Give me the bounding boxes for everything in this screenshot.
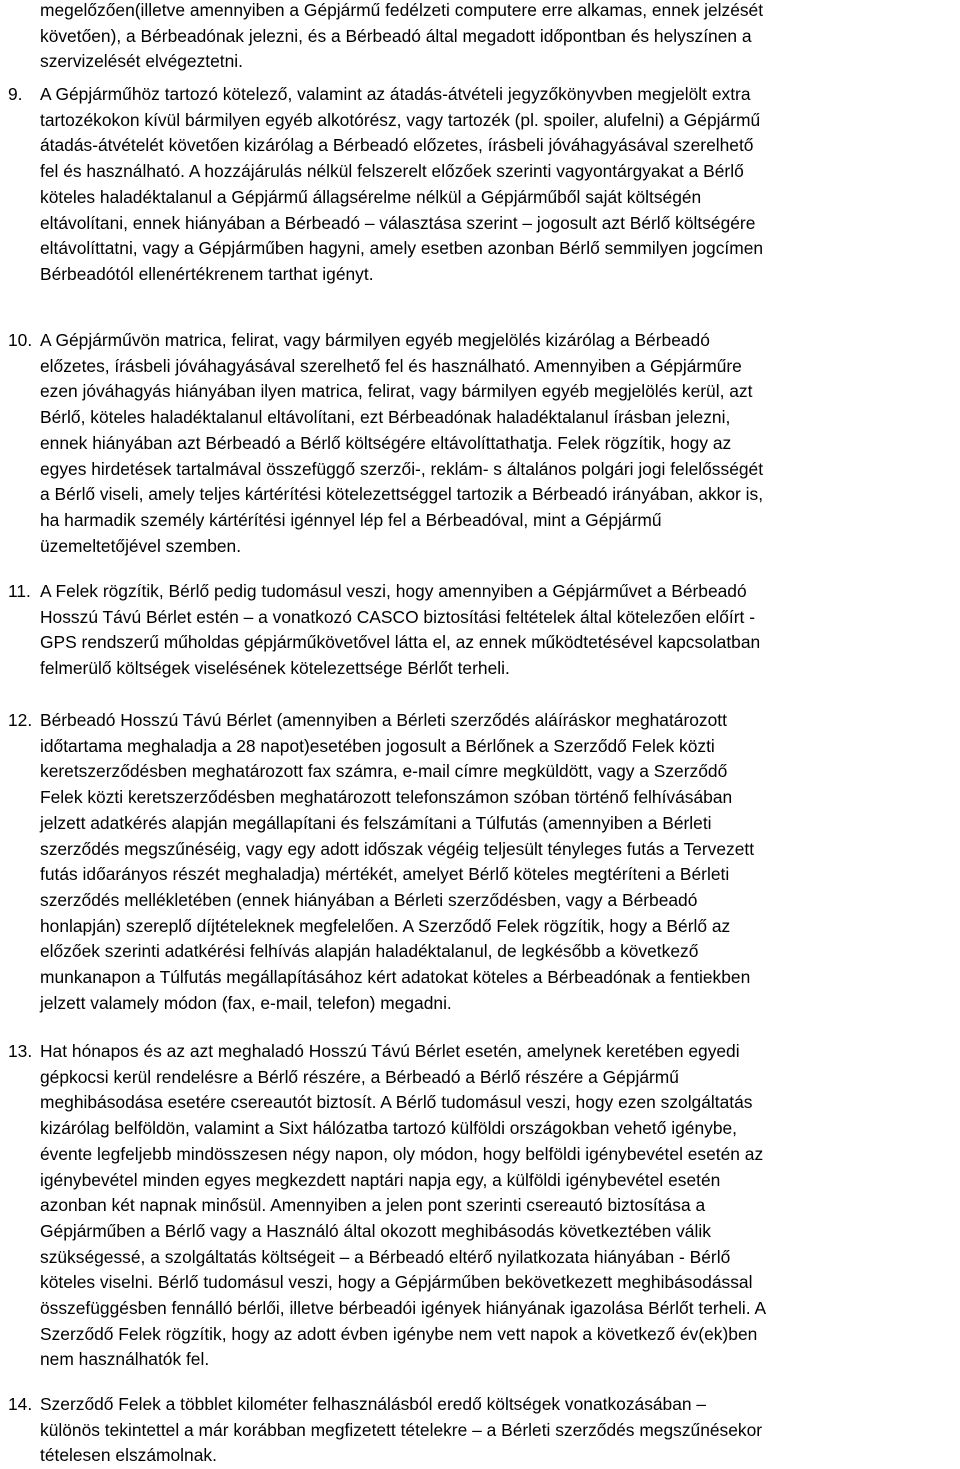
- item-line: igénybevétel minden egyes megkezdett naptári napja egy, a külföldi igénybevétel esetén: [40, 1169, 721, 1190]
- item-text: [40, 1392, 960, 1469]
- item-line: A Gépjárművön matrica, felirat, vagy bármilyen egyéb megjelölés kizárólag a Bérbeadó: [40, 330, 710, 350]
- item-line: Szerződő Felek a többlet kilométer felhasználásból eredő költségek vonatkozásában –: [40, 1394, 707, 1414]
- item-line: ennek hiányában azt Bérbeadó a Bérlő költségére eltávolíttathatja. Felek rögzítik, hogy az: [40, 432, 732, 453]
- item-line: keretszerződésben meghatározott fax számra, e-mail címre megküldött, vagy a Szerződő: [40, 761, 728, 782]
- item-line: jelzett adatkérés alapján megállapítani és felszámítani a Túlfutás (amennyiben a Bérleti: [40, 812, 712, 833]
- item-line: meghibásodása esetére csereautót biztosít. A Bérlő tudomásul veszi, hogy ezen szolgáltatás: [40, 1092, 753, 1113]
- item-line: Szerződő Felek rögzítik, hogy az adott évben igénybe nem vett napok a következő év(ek)ben: [40, 1323, 758, 1344]
- item-line: szerződés megszűnéséig, vagy egy adott időszak végéig teljesült tényleges futás a Tervezett: [40, 838, 755, 859]
- item-line: Bérbeadótól ellenértékrenem tarthat igényt.: [40, 263, 374, 284]
- item-line: nem használhatók fel.: [40, 1349, 210, 1370]
- item-line: időtartama meghaladja a 28 napot)esetében jogosult a Bérlőnek a Szerződő Felek közti: [40, 735, 715, 756]
- item-line: a Bérlő viseli, amely teljes kártérítési kötelezettséggel tartozik a Bérbeadó irányában, akkor is,: [40, 484, 764, 505]
- item-text: [40, 1039, 960, 1373]
- item-line: A Felek rögzítik, Bérlő pedig tudomásul veszi, hogy amennyiben a Gépjárművet a Bérbeadó: [40, 581, 747, 601]
- item-line: egyes hirdetések tartalmával összefüggő szerzői-, reklám- s általános polgári jogi felelősségét: [40, 458, 764, 479]
- intro-line: megelőzően(illetve amennyiben a Gépjármű fedélzeti computere erre alkamas, ennek jelzését: [40, 0, 764, 20]
- item-line: Hosszú Távú Bérlet estén – a vonatkozó CASCO biztosítási feltételek által kötelezően előírt -: [40, 606, 755, 627]
- item-line: eltávolíttatni, vagy a Gépjárműben hagyni, amely esetben azonban Bérlő semmilyen jogcímen: [40, 238, 764, 259]
- item-line: tételesen elszámolnak.: [40, 1445, 217, 1466]
- item-line: Hat hónapos és az azt meghaladó Hosszú Távú Bérlet esetén, amelynek keretében egyedi: [40, 1041, 740, 1061]
- item-line: Felek közti keretszerződésben meghatározott telefonszámon szóban történő felhívásában: [40, 787, 733, 808]
- item-line: A Gépjárműhöz tartozó kötelező, valamint az átadás-átvételi jegyzőkönyvben megjelölt extra: [40, 84, 751, 104]
- item-line: köteles haladéktalanul a Gépjármű állagsérelme nélkül a Gépjárműből saját költségén: [40, 186, 702, 207]
- item-number: 11.: [8, 581, 31, 601]
- item-line: felmerülő költségek viselésének kötelezettsége Bérlőt terheli.: [40, 658, 510, 679]
- item-line: jelzett valamely módon (fax, e-mail, telefon) megadni.: [40, 992, 452, 1013]
- item-line: tartozékokon kívül bármilyen egyéb alkotórész, vagy tartozék (pl. spoiler, alufelni) a Gépjármű: [40, 109, 761, 130]
- item-line: évente legfeljebb mindösszesen négy napon, oly módon, hogy belföldi igénybevétel esetén az: [40, 1143, 764, 1164]
- item-line: köteles viselni. Bérlő tudomásul veszi, hogy a Gépjárműben bekövetkezett meghibásodással: [40, 1272, 753, 1293]
- item-line: futás időarányos részét meghaladja) mértékét, amelyet Bérlő köteles megtéríteni a Bérleti: [40, 864, 730, 885]
- item-text: [40, 708, 960, 1016]
- item-number: 14.: [8, 1394, 33, 1414]
- item-line: fel és használható. A hozzájárulás nélkül felszerelt előzőek szerinti vagyontárgyakat a Bérlő: [40, 161, 744, 182]
- intro-line: követően), a Bérbeadónak jelezni, és a Bérbeadó által megadott időpontban és helyszínen a: [40, 25, 752, 46]
- item-line: ha harmadik személy kártérítési igénnyel lép fel a Bérbeadóval, mint a Gépjármű: [40, 509, 662, 530]
- item-line: szerződés mellékletében (ennek hiányában a Bérleti szerződésben, vagy a Bérbeadó: [40, 889, 698, 910]
- item-line: Bérbeadó Hosszú Távú Bérlet (amennyiben a Bérleti szerződés aláíráskor meghatározott: [40, 710, 727, 730]
- item-line: különös tekintettel a már korábban megfizetett tételekre – a Bérleti szerződés megszűnésekor: [40, 1419, 763, 1440]
- item-line: összefüggésben fennálló bérlői, illetve bérbeadói igények hiányának igazolása Bérlőt terheli. A: [40, 1298, 767, 1319]
- item-line: szükségessé, a szolgáltatás költségeit – a Bérbeadó eltérő nyilatkozata hiányában - Bérlő: [40, 1246, 731, 1267]
- item-number: 9.: [8, 84, 23, 104]
- intro-line: szervizelését elvégeztetni.: [40, 51, 243, 72]
- item-text: [40, 82, 960, 288]
- item-line: átadás-átvételét követően kizárólag a Bérbeadó előzetes, írásbeli jóváhagyásával szerelhető: [40, 135, 754, 156]
- item-number: 10.: [8, 330, 33, 350]
- item-text: [40, 579, 960, 682]
- item-text: [40, 328, 960, 559]
- item-line: munkanapon a Túlfutás megállapításához kért adatokat köteles a Bérbeadónak a fentiekben: [40, 967, 751, 988]
- item-line: kizárólag belföldön, valamint a Sixt hálózatba tartozó külföldi országokban vehető igénybe,: [40, 1118, 738, 1139]
- intro-paragraph: [40, 0, 960, 75]
- item-line: gépkocsi kerül rendelésre a Bérlő részére, a Bérbeadó a Bérlő részére a Gépjármű: [40, 1066, 679, 1087]
- item-number: 12.: [8, 710, 33, 730]
- item-line: Gépjárműben a Bérlő vagy a Használó által okozott meghibásodás következtében válik: [40, 1220, 711, 1241]
- item-number: 13.: [8, 1041, 33, 1061]
- item-line: eltávolítani, ennek hiányában a Bérbeadó – választása szerint – jogosult azt Bérlő költségére: [40, 212, 756, 233]
- item-line: előzőek szerinti adatkérési felhívás alapján haladéktalanul, de legkésőbb a következő: [40, 941, 699, 962]
- item-line: azonban két napnak minősül. Amennyiben a jelen pont szerinti csereautó biztosítása a: [40, 1195, 706, 1216]
- item-line: ezen jóváhagyás hiányában ilyen matrica, felirat, vagy bármilyen egyéb megjelölés kerül, azt: [40, 381, 753, 402]
- item-line: Bérlő, köteles haladéktalanul eltávolítani, ezt Bérbeadónak haladéktalanul írásban jelezni,: [40, 407, 731, 428]
- item-line: GPS rendszerű műholdas gépjárműkövetővel látta el, az ennek működtetésével kapcsolatban: [40, 632, 761, 653]
- item-line: üzemeltetőjével szemben.: [40, 535, 242, 556]
- item-line: honlapján) szereplő díjtételeknek megfelelően. A Szerződő Felek rögzítik, hogy a Bérlő az: [40, 915, 731, 936]
- item-line: előzetes, írásbeli jóváhagyásával szerelhető fel és használható. Amennyiben a Gépjárműre: [40, 355, 742, 376]
